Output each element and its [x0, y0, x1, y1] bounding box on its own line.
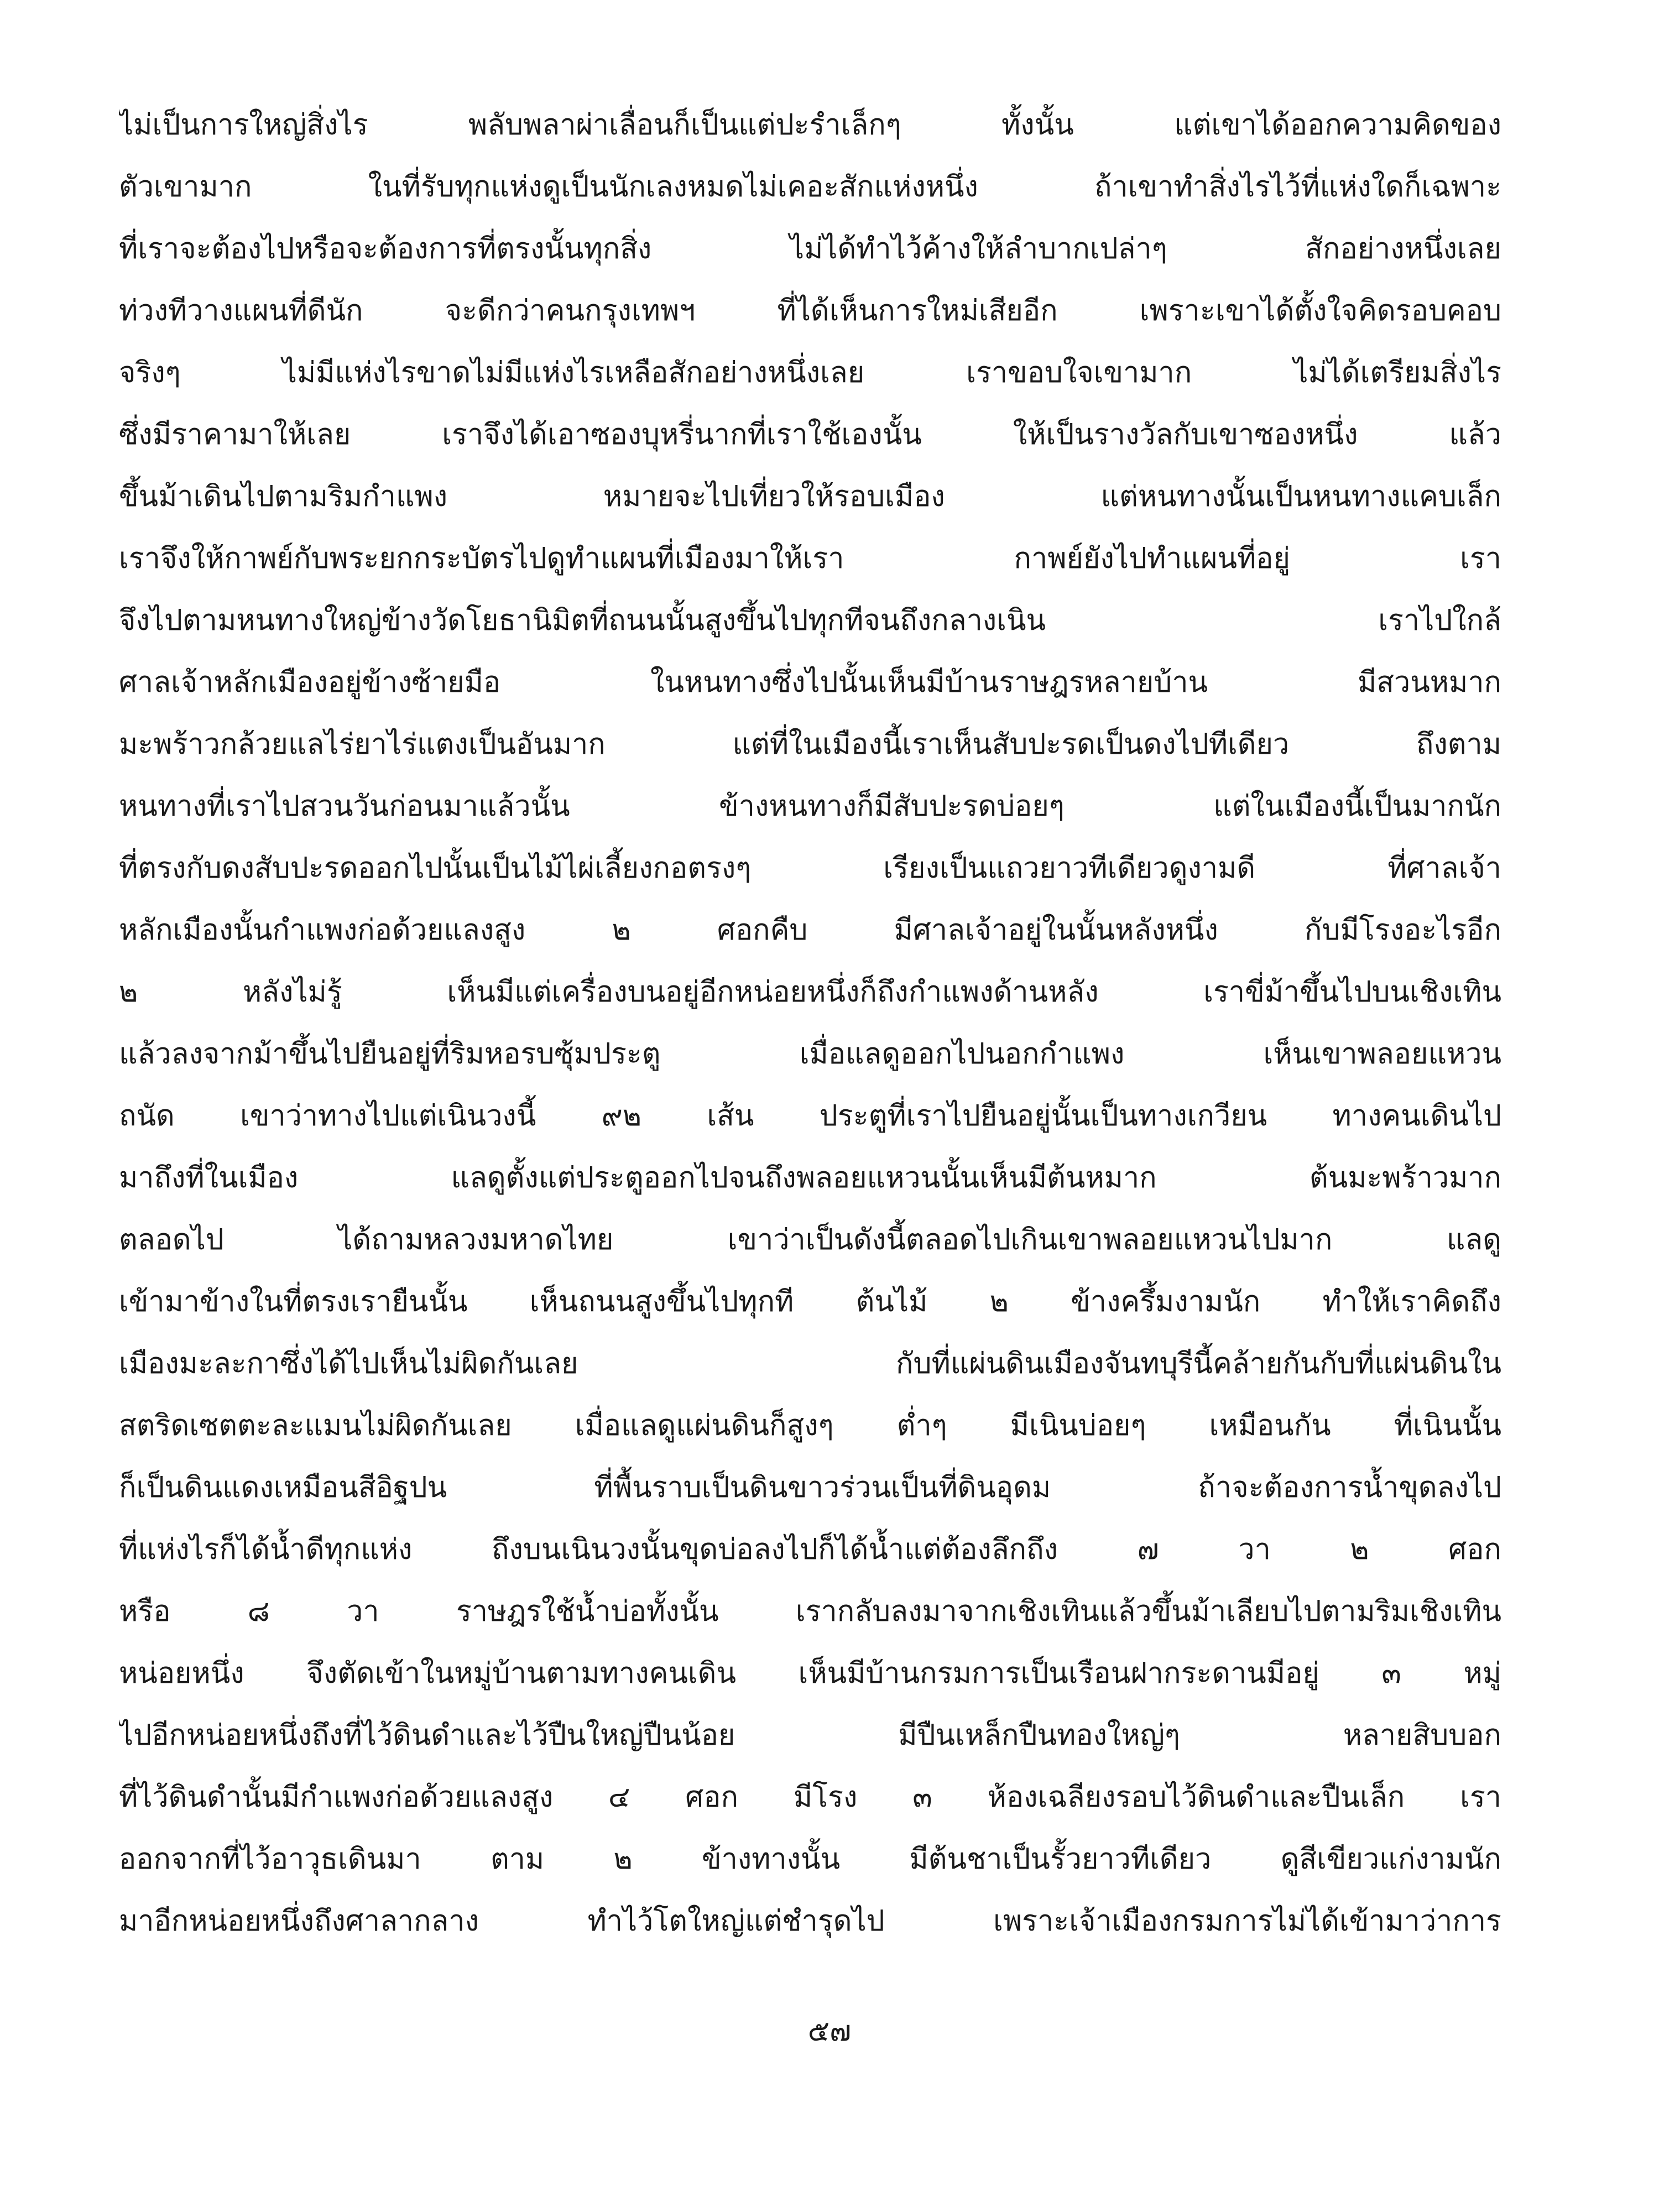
text-line: หลักเมืองนั้นกำแพงก่อด้วยแลงสูง ๒ ศอกคืบ มีศาลเจ้าอยู่ในนั้นหลังหนึ่ง กับมีโรงอะไรอีก — [119, 914, 1501, 947]
text-line: ที่ไว้ดินดำนั้นมีกำแพงก่อด้วยแลงสูง ๔ ศอก มีโรง ๓ ห้องเฉลียงรอบไว้ดินดำและปืนเล็ก เรา — [119, 1781, 1501, 1814]
text-line: หรือ ๘ วา ราษฎรใช้น้ำบ่อทั้งนั้น เรากลับลงมาจากเชิงเทินแล้วขึ้นม้าเลียบไปตามริมเชิงเทิน — [119, 1595, 1501, 1628]
text-line: ไปอีกหน่อยหนึ่งถึงที่ไว้ดินดำและไว้ปืนใหญ่ปืนน้อย มีปืนเหล็กปืนทองใหญ่ๆ หลายสิบบอก — [119, 1719, 1501, 1752]
text-line: ที่แห่งไรก็ได้น้ำดีทุกแห่ง ถึงบนเนินวงนั้นขุดบ่อลงไปก็ได้น้ำแต่ต้องลึกถึง ๗ วา ๒ ศอก — [119, 1533, 1501, 1566]
page-number: ๕๗ — [807, 2015, 852, 2048]
text-line: ที่ตรงกับดงสับปะรดออกไปนั้นเป็นไม้ไผ่เลี้ยงกอตรงๆ เรียงเป็นแถวยาวทีเดียวดูงามดี ที่ศาลเจ้า — [119, 852, 1501, 885]
text-line: ตัวเขามาก ในที่รับทุกแห่งดูเป็นนักเลงหมดไม่เคอะสักแห่งหนึ่ง ถ้าเขาทำสิ่งไรไว้ที่แห่งใดก็เฉพาะ — [119, 170, 1501, 204]
text-line: ที่เราจะต้องไปหรือจะต้องการที่ตรงนั้นทุกสิ่ง ไม่ได้ทำไว้ค้างให้ลำบากเปล่าๆ สักอย่างหนึ่งเลย — [119, 232, 1501, 265]
text-line: แล้วลงจากม้าขึ้นไปยืนอยู่ที่ริมหอรบซุ้มประตู เมื่อแลดูออกไปนอกกำแพง เห็นเขาพลอยแหวน — [119, 1037, 1501, 1071]
text-line: จริงๆ ไม่มีแห่งไรขาดไม่มีแห่งไรเหลือสักอย่างหนึ่งเลย เราขอบใจเขามาก ไม่ได้เตรียมสิ่งไร — [119, 356, 1501, 389]
body-text — [119, 94, 1501, 1952]
text-line: ซึ่งมีราคามาให้เลย เราจึงได้เอาซองบุหรี่นากที่เราใช้เองนั้น ให้เป็นรางวัลกับเขาซองหนึ่ง แล้ว — [119, 418, 1501, 451]
text-line: ท่วงทีวางแผนที่ดีนัก จะดีกว่าคนกรุงเทพฯ ที่ได้เห็นการใหม่เสียอีก เพราะเขาได้ตั้งใจคิดรอบคอบ — [119, 294, 1501, 327]
text-line: ขึ้นม้าเดินไปตามริมกำแพง หมายจะไปเที่ยวให้รอบเมือง แต่หนทางนั้นเป็นหนทางแคบเล็ก — [119, 480, 1501, 513]
text-line: เราจึงให้กาพย์กับพระยกกระบัตรไปดูทำแผนที่เมืองมาให้เรา กาพย์ยังไปทำแผนที่อยู่ เรา — [119, 542, 1501, 575]
text-line: จึงไปตามหนทางใหญ่ข้างวัดโยธานิมิตที่ถนนนั้นสูงขึ้นไปทุกทีจนถึงกลางเนิน เราไปใกล้ — [119, 604, 1501, 637]
text-line: มะพร้าวกล้วยแลไร่ยาไร่แตงเป็นอันมาก แต่ที่ในเมืองนี้เราเห็นสับปะรดเป็นดงไปทีเดียว ถึงตาม — [119, 728, 1501, 761]
text-line: มาถึงที่ในเมือง แลดูตั้งแต่ประตูออกไปจนถึงพลอยแหวนนั้นเห็นมีต้นหมาก ต้นมะพร้าวมาก — [119, 1161, 1501, 1194]
text-line: ตลอดไป ได้ถามหลวงมหาดไทย เขาว่าเป็นดังนี้ตลอดไปเกินเขาพลอยแหวนไปมาก แลดู — [119, 1223, 1501, 1256]
text-line: ศาลเจ้าหลักเมืองอยู่ข้างซ้ายมือ ในหนทางซึ่งไปนั้นเห็นมีบ้านราษฎรหลายบ้าน มีสวนหมาก — [119, 666, 1501, 699]
text-line: ออกจากที่ไว้อาวุธเดินมา ตาม ๒ ข้างทางนั้น มีต้นชาเป็นรั้วยาวทีเดียว ดูสีเขียวแก่งามนัก — [119, 1843, 1501, 1876]
text-line: หนทางที่เราไปสวนวันก่อนมาแล้วนั้น ข้างหนทางก็มีสับปะรดบ่อยๆ แต่ในเมืองนี้เป็นมากนัก — [119, 790, 1501, 823]
text-line: ถนัด เขาว่าทางไปแต่เนินวงนี้ ๙๒ เส้น ประตูที่เราไปยืนอยู่นั้นเป็นทางเกวียน ทางคนเดินไป — [119, 1099, 1501, 1133]
text-line: มาอีกหน่อยหนึ่งถึงศาลากลาง ทำไว้โตใหญ่แต่ชำรุดไป เพราะเจ้าเมืองกรมการไม่ได้เข้ามาว่าการ — [119, 1905, 1501, 1938]
text-line: หน่อยหนึ่ง จึงตัดเข้าในหมู่บ้านตามทางคนเดิน เห็นมีบ้านกรมการเป็นเรือนฝากระดานมีอยู่ ๓ หมู่ — [119, 1657, 1501, 1690]
text-line: เมืองมะละกาซึ่งได้ไปเห็นไม่ผิดกันเลย กับที่แผ่นดินเมืองจันทบุรีนี้คล้ายกันกับที่แผ่นดินใน — [119, 1347, 1501, 1380]
text-line: ๒ หลังไม่รู้ เห็นมีแต่เครื่องบนอยู่อีกหน่อยหนึ่งก็ถึงกำแพงด้านหลัง เราขี่ม้าขึ้นไปบนเชิงเทิน — [119, 975, 1501, 1009]
text-line: เข้ามาข้างในที่ตรงเรายืนนั้น เห็นถนนสูงขึ้นไปทุกที ต้นไม้ ๒ ข้างครึ้มงามนัก ทำให้เราคิดถึง — [119, 1285, 1501, 1318]
text-line: ก็เป็นดินแดงเหมือนสีอิฐปน ที่พื้นราบเป็นดินขาวร่วนเป็นที่ดินอุดม ถ้าจะต้องการน้ำขุดลงไป — [119, 1471, 1501, 1504]
text-line: ไม่เป็นการใหญ่สิ่งไร พลับพลาผ่าเลื่อนก็เป็นแต่ปะรำเล็กๆ ทั้งนั้น แต่เขาได้ออกความคิดของ — [119, 108, 1501, 142]
text-line: สตริดเซตตะละแมนไม่ผิดกันเลย เมื่อแลดูแผ่นดินก็สูงๆ ต่ำๆ มีเนินบ่อยๆ เหมือนกัน ที่เนินนั้น — [119, 1409, 1501, 1442]
